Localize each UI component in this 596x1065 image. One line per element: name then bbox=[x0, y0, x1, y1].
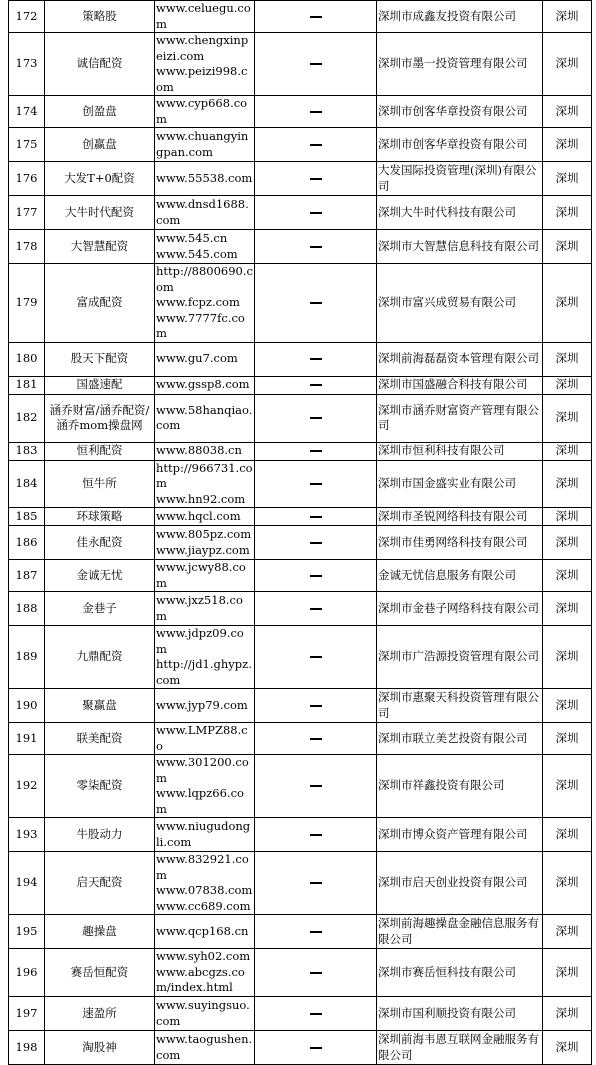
company-name: 深圳大牛时代科技有限公司 bbox=[377, 196, 543, 230]
company-name: 深圳市启天创业投资有限公司 bbox=[377, 852, 543, 915]
platform-name: 金诚无忧 bbox=[45, 560, 155, 592]
license-cell bbox=[255, 852, 377, 915]
company-name: 深圳市恒利科技有限公司 bbox=[377, 442, 543, 460]
table-row bbox=[9, 442, 592, 460]
company-name: 大发国际投资管理(深圳)有限公司 bbox=[377, 162, 543, 196]
dash-mark bbox=[310, 111, 322, 113]
platform-name: 大发T+0配资 bbox=[45, 162, 155, 196]
platform-urls: www.LMPZ88.co bbox=[155, 723, 255, 755]
platform-name: 趣操盘 bbox=[45, 915, 155, 949]
platform-urls: http://966731.com www.hn92.com bbox=[156, 460, 253, 506]
platform-urls: www.suyingsuo.com bbox=[155, 997, 255, 1031]
row-number: 194 bbox=[9, 852, 45, 915]
city-name: 深圳 bbox=[543, 852, 592, 915]
company-name: 深圳市国金盛实业有限公司 bbox=[377, 460, 543, 508]
platform-name: 大牛时代配资 bbox=[45, 196, 155, 230]
dash-mark bbox=[310, 608, 322, 610]
table-row bbox=[9, 460, 592, 508]
city-name: 深圳 bbox=[543, 997, 592, 1031]
city-name: 深圳 bbox=[543, 162, 592, 196]
row-number: 179 bbox=[9, 264, 45, 343]
city-name: 深圳 bbox=[543, 128, 592, 162]
row-number: 182 bbox=[9, 394, 45, 442]
row-number: 188 bbox=[9, 592, 45, 626]
license-cell bbox=[255, 442, 377, 460]
row-number: 177 bbox=[9, 196, 45, 230]
platform-urls: www.cyp668.com bbox=[155, 96, 255, 128]
platform-name: 大智慧配资 bbox=[45, 230, 155, 264]
table-row bbox=[9, 1031, 592, 1065]
city-name: 深圳 bbox=[543, 1031, 592, 1065]
company-name: 深圳市惠聚天科投资管理有限公司 bbox=[377, 689, 543, 723]
company-name: 深圳市国利顺投资有限公司 bbox=[377, 997, 543, 1031]
platform-urls: www.55538.com bbox=[155, 162, 255, 196]
license-cell bbox=[255, 689, 377, 723]
platform-urls: www.805pz.com www.jiaypz.com bbox=[155, 526, 255, 560]
table-body bbox=[9, 1, 592, 1065]
dash-mark bbox=[310, 656, 322, 658]
table-row bbox=[9, 376, 592, 394]
license-cell bbox=[255, 196, 377, 230]
row-number: 183 bbox=[9, 442, 45, 460]
dash-mark bbox=[310, 144, 322, 146]
license-cell bbox=[255, 342, 377, 376]
dash-mark bbox=[310, 738, 322, 740]
company-name: 深圳市赛岳恒科技有限公司 bbox=[377, 949, 543, 997]
license-cell bbox=[255, 1031, 377, 1065]
company-name: 金诚无忧信息服务有限公司 bbox=[377, 560, 543, 592]
platform-table bbox=[8, 0, 592, 1065]
license-cell bbox=[255, 1, 377, 33]
dash-mark bbox=[310, 246, 322, 248]
company-name: 深圳市涵乔财富资产管理有限公司 bbox=[377, 394, 543, 442]
platform-urls: www.545.cn www.545.com bbox=[155, 230, 255, 264]
platform-name: 聚赢盘 bbox=[45, 689, 155, 723]
license-cell bbox=[255, 626, 377, 689]
table-row bbox=[9, 997, 592, 1031]
platform-name: 富成配资 bbox=[45, 264, 155, 343]
city-name: 深圳 bbox=[543, 755, 592, 818]
platform-name: 恒牛所 bbox=[45, 460, 155, 508]
table-row bbox=[9, 162, 592, 196]
table-row bbox=[9, 560, 592, 592]
platform-urls: www.jcwy88.com bbox=[155, 560, 255, 592]
dash-mark bbox=[310, 63, 322, 65]
city-name: 深圳 bbox=[543, 442, 592, 460]
row-number: 192 bbox=[9, 755, 45, 818]
table-row bbox=[9, 526, 592, 560]
table-row bbox=[9, 852, 592, 915]
license-cell bbox=[255, 460, 377, 508]
license-cell bbox=[255, 128, 377, 162]
table-row bbox=[9, 755, 592, 818]
row-number: 175 bbox=[9, 128, 45, 162]
company-name: 深圳市国盛融合科技有限公司 bbox=[377, 376, 543, 394]
company-name: 深圳市金巷子网络科技有限公司 bbox=[377, 592, 543, 626]
license-cell bbox=[255, 592, 377, 626]
platform-name: 股天下配资 bbox=[45, 342, 155, 376]
platform-urls: www.hqcl.com bbox=[155, 508, 255, 526]
company-name: 深圳市墨一投资管理有限公司 bbox=[377, 33, 543, 96]
dash-mark bbox=[310, 705, 322, 707]
platform-urls: www.jyp79.com bbox=[155, 689, 255, 723]
platform-name: 创赢盘 bbox=[45, 128, 155, 162]
platform-urls: www.jxz518.com bbox=[155, 592, 255, 626]
row-number: 186 bbox=[9, 526, 45, 560]
city-name: 深圳 bbox=[543, 196, 592, 230]
dash-mark bbox=[310, 931, 322, 933]
table-row bbox=[9, 264, 592, 343]
platform-name: 零柒配资 bbox=[45, 755, 155, 818]
city-name: 深圳 bbox=[543, 376, 592, 394]
dash-mark bbox=[310, 417, 322, 419]
company-name: 深圳前海磊磊资本管理有限公司 bbox=[377, 342, 543, 376]
platform-urls: www.301200.com www.lqpz66.com bbox=[155, 755, 255, 818]
row-number: 189 bbox=[9, 626, 45, 689]
platform-urls: www.chengxinpeizi.com www.peizi998.com bbox=[155, 33, 255, 96]
city-name: 深圳 bbox=[543, 526, 592, 560]
dash-mark bbox=[310, 483, 322, 485]
license-cell bbox=[255, 376, 377, 394]
platform-name: 启天配资 bbox=[45, 852, 155, 915]
platform-name: 淘股神 bbox=[45, 1031, 155, 1065]
platform-urls: www.gssp8.com bbox=[155, 376, 255, 394]
platform-name: 佳永配资 bbox=[45, 526, 155, 560]
table-row bbox=[9, 230, 592, 264]
row-number: 191 bbox=[9, 723, 45, 755]
city-name: 深圳 bbox=[543, 818, 592, 852]
platform-urls: www.qcp168.cn bbox=[155, 915, 255, 949]
row-number: 187 bbox=[9, 560, 45, 592]
table-row bbox=[9, 394, 592, 442]
dash-mark bbox=[310, 384, 322, 386]
platform-name: 赛岳恒配资 bbox=[45, 949, 155, 997]
license-cell bbox=[255, 997, 377, 1031]
platform-urls: www.chuangyingpan.com bbox=[155, 128, 255, 162]
license-cell bbox=[255, 526, 377, 560]
platform-name: 创盈盘 bbox=[45, 96, 155, 128]
platform-name: 涵乔财富/涵乔配资/涵乔mom操盘网 bbox=[45, 394, 155, 442]
dash-mark bbox=[310, 358, 322, 360]
city-name: 深圳 bbox=[543, 949, 592, 997]
license-cell bbox=[255, 915, 377, 949]
platform-urls: www.celuegu.com bbox=[155, 1, 255, 33]
license-cell bbox=[255, 723, 377, 755]
platform-name: 联美配资 bbox=[45, 723, 155, 755]
row-number: 185 bbox=[9, 508, 45, 526]
company-name: 深圳市大智慧信息科技有限公司 bbox=[377, 230, 543, 264]
dash-mark bbox=[310, 302, 322, 304]
dash-mark bbox=[310, 178, 322, 180]
dash-mark bbox=[310, 972, 322, 974]
company-name: 深圳市佳勇网络科技有限公司 bbox=[377, 526, 543, 560]
company-name: 深圳市富兴成贸易有限公司 bbox=[377, 264, 543, 343]
table-row bbox=[9, 508, 592, 526]
platform-name: 金巷子 bbox=[45, 592, 155, 626]
platform-name: 诚信配资 bbox=[45, 33, 155, 96]
city-name: 深圳 bbox=[543, 915, 592, 949]
platform-name: 速盈所 bbox=[45, 997, 155, 1031]
row-number: 181 bbox=[9, 376, 45, 394]
platform-name: 恒利配资 bbox=[45, 442, 155, 460]
dash-mark bbox=[310, 1047, 322, 1049]
license-cell bbox=[255, 949, 377, 997]
table-row bbox=[9, 196, 592, 230]
platform-urls: www.58hanqiao.com bbox=[155, 394, 255, 442]
row-number: 196 bbox=[9, 949, 45, 997]
platform-urls: www.dnsd1688.com bbox=[155, 196, 255, 230]
license-cell bbox=[255, 560, 377, 592]
table-row bbox=[9, 723, 592, 755]
row-number: 184 bbox=[9, 460, 45, 508]
row-number: 178 bbox=[9, 230, 45, 264]
city-name: 深圳 bbox=[543, 1, 592, 33]
city-name: 深圳 bbox=[543, 560, 592, 592]
city-name: 深圳 bbox=[543, 230, 592, 264]
dash-mark bbox=[310, 1013, 322, 1015]
row-number: 173 bbox=[9, 33, 45, 96]
dash-mark bbox=[310, 212, 322, 214]
dash-mark bbox=[310, 16, 322, 18]
table-row bbox=[9, 342, 592, 376]
dash-mark bbox=[310, 542, 322, 544]
platform-name: 九鼎配资 bbox=[45, 626, 155, 689]
row-number: 197 bbox=[9, 997, 45, 1031]
company-name: 深圳市广浩源投资管理有限公司 bbox=[377, 626, 543, 689]
dash-mark bbox=[310, 575, 322, 577]
row-number: 180 bbox=[9, 342, 45, 376]
row-number: 172 bbox=[9, 1, 45, 33]
dash-mark bbox=[310, 450, 322, 452]
company-name: 深圳市创客华章投资有限公司 bbox=[377, 96, 543, 128]
table-row bbox=[9, 949, 592, 997]
dash-mark bbox=[310, 516, 322, 518]
city-name: 深圳 bbox=[543, 96, 592, 128]
platform-urls: www.syh02.com www.abcgzs.com/index.html bbox=[155, 949, 255, 997]
company-name: 深圳前海韦恩互联网金融服务有限公司 bbox=[377, 1031, 543, 1065]
platform-urls: www.gu7.com bbox=[155, 342, 255, 376]
table-row bbox=[9, 689, 592, 723]
company-name: 深圳市祥鑫投资有限公司 bbox=[377, 755, 543, 818]
company-name: 深圳市博众资产管理有限公司 bbox=[377, 818, 543, 852]
row-number: 198 bbox=[9, 1031, 45, 1065]
platform-name: 环球策略 bbox=[45, 508, 155, 526]
row-number: 193 bbox=[9, 818, 45, 852]
city-name: 深圳 bbox=[543, 723, 592, 755]
license-cell bbox=[255, 230, 377, 264]
row-number: 195 bbox=[9, 915, 45, 949]
license-cell bbox=[255, 755, 377, 818]
table-row bbox=[9, 128, 592, 162]
city-name: 深圳 bbox=[543, 264, 592, 343]
license-cell bbox=[255, 162, 377, 196]
city-name: 深圳 bbox=[543, 689, 592, 723]
city-name: 深圳 bbox=[543, 626, 592, 689]
company-name: 深圳市联立美艺投资有限公司 bbox=[377, 723, 543, 755]
dash-mark bbox=[310, 882, 322, 884]
platform-urls: www.niugudongli.com bbox=[155, 818, 255, 852]
city-name: 深圳 bbox=[543, 508, 592, 526]
row-number: 190 bbox=[9, 689, 45, 723]
table-row bbox=[9, 1, 592, 33]
platform-name: 牛股动力 bbox=[45, 818, 155, 852]
dash-mark bbox=[310, 785, 322, 787]
table-row bbox=[9, 96, 592, 128]
company-name: 深圳前海趣操盘金融信息服务有限公司 bbox=[377, 915, 543, 949]
company-name: 深圳市成鑫友投资有限公司 bbox=[377, 1, 543, 33]
row-number: 174 bbox=[9, 96, 45, 128]
city-name: 深圳 bbox=[543, 460, 592, 508]
license-cell bbox=[255, 508, 377, 526]
license-cell bbox=[255, 394, 377, 442]
dash-mark bbox=[310, 834, 322, 836]
city-name: 深圳 bbox=[543, 592, 592, 626]
company-name: 深圳市创客华章投资有限公司 bbox=[377, 128, 543, 162]
city-name: 深圳 bbox=[543, 342, 592, 376]
license-cell bbox=[255, 33, 377, 96]
table-row bbox=[9, 818, 592, 852]
platform-name: 国盛速配 bbox=[45, 376, 155, 394]
table-row bbox=[9, 626, 592, 689]
license-cell bbox=[255, 264, 377, 343]
table-row bbox=[9, 915, 592, 949]
row-number: 176 bbox=[9, 162, 45, 196]
platform-urls: http://8800690.com www.fcpz.com www.7777fc.com bbox=[156, 264, 253, 340]
city-name: 深圳 bbox=[543, 33, 592, 96]
platform-urls: www.jdpz09.com http://jd1.ghypz.com bbox=[155, 626, 255, 689]
platform-urls: www.832921.com www.07838.com www.cc689.com bbox=[155, 852, 255, 915]
company-name: 深圳市圣锐网络科技有限公司 bbox=[377, 508, 543, 526]
license-cell bbox=[255, 96, 377, 128]
city-name: 深圳 bbox=[543, 394, 592, 442]
platform-urls: www.taogushen.com bbox=[155, 1031, 255, 1065]
platform-name: 策略股 bbox=[45, 1, 155, 33]
platform-urls: www.88038.cn bbox=[155, 442, 255, 460]
table-row bbox=[9, 592, 592, 626]
table-row bbox=[9, 33, 592, 96]
license-cell bbox=[255, 818, 377, 852]
